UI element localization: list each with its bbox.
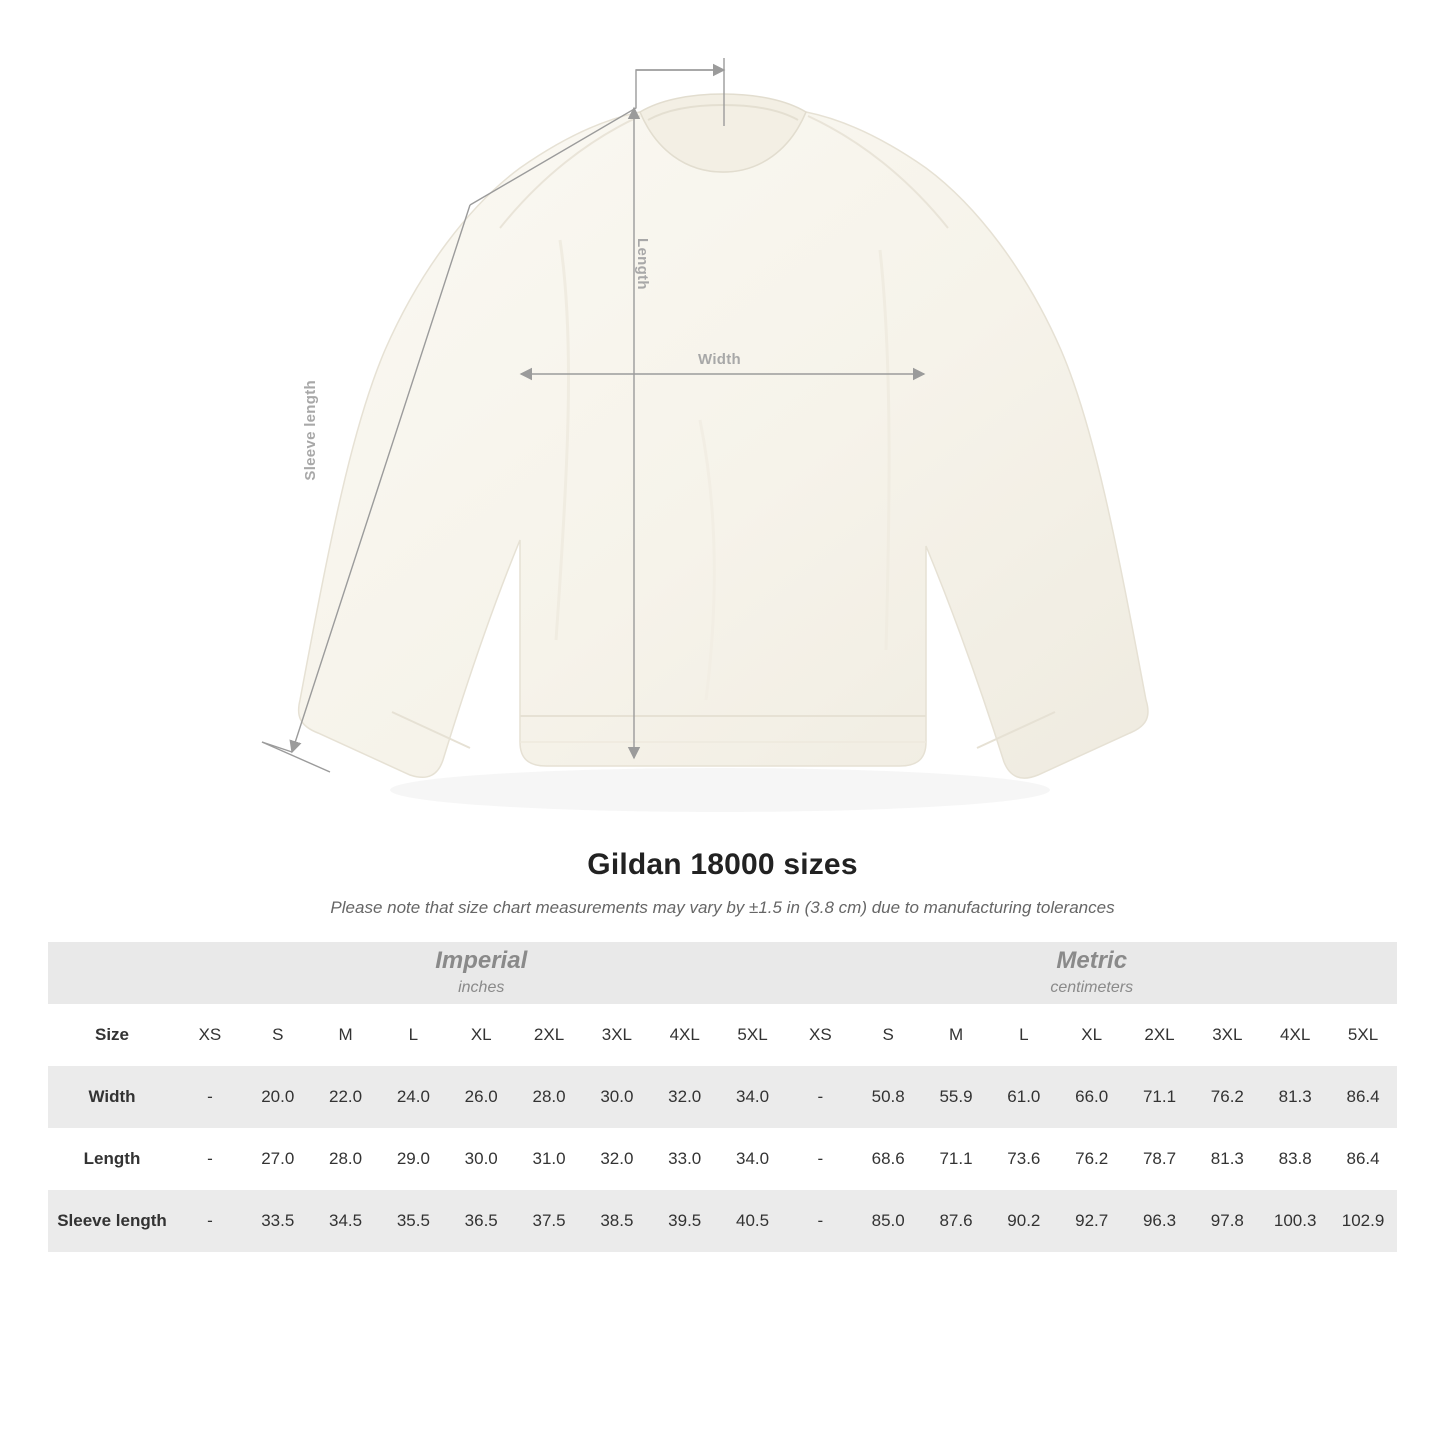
size-col-imperial-s: S — [244, 1004, 312, 1066]
metric-subtitle: centimeters — [1050, 979, 1134, 996]
width-label: Width — [698, 351, 742, 368]
cell-sleeve-imperial-l: 35.5 — [379, 1190, 447, 1252]
imperial-subtitle: inches — [458, 979, 505, 996]
cell-width-imperial-2xl: 28.0 — [515, 1066, 583, 1128]
title-block — [0, 848, 1445, 918]
length-label: Length — [634, 238, 651, 290]
cell-length-metric-m: 71.1 — [922, 1128, 990, 1190]
cell-width-metric-3xl: 76.2 — [1193, 1066, 1261, 1128]
cell-width-metric-m: 55.9 — [922, 1066, 990, 1128]
cell-sleeve-imperial-m: 34.5 — [312, 1190, 380, 1252]
units-header-row — [48, 942, 1397, 1004]
tolerance-note: Please note that size chart measurements may vary by ±1.5 in (3.8 cm) due to manufacturing tolerances — [330, 898, 1115, 917]
cell-width-imperial-l: 24.0 — [379, 1066, 447, 1128]
cell-width-metric-l: 61.0 — [990, 1066, 1058, 1128]
size-col-imperial-4xl: 4XL — [651, 1004, 719, 1066]
size-col-metric-l: L — [990, 1004, 1058, 1066]
cell-sleeve-imperial-3xl: 38.5 — [583, 1190, 651, 1252]
cell-length-metric-4xl: 83.8 — [1261, 1128, 1329, 1190]
cell-length-metric-xs: - — [786, 1128, 854, 1190]
cell-width-imperial-5xl: 34.0 — [719, 1066, 787, 1128]
cell-width-imperial-m: 22.0 — [312, 1066, 380, 1128]
cell-length-metric-5xl: 86.4 — [1329, 1128, 1397, 1190]
size-col-metric-xs: XS — [786, 1004, 854, 1066]
cell-sleeve-metric-3xl: 97.8 — [1193, 1190, 1261, 1252]
cell-sleeve-metric-l: 90.2 — [990, 1190, 1058, 1252]
size-col-metric-xl: XL — [1058, 1004, 1126, 1066]
cell-width-metric-4xl: 81.3 — [1261, 1066, 1329, 1128]
cell-length-imperial-s: 27.0 — [244, 1128, 312, 1190]
cell-width-imperial-3xl: 30.0 — [583, 1066, 651, 1128]
size-col-imperial-m: M — [312, 1004, 380, 1066]
metric-group-header — [786, 942, 1397, 1004]
cell-sleeve-metric-2xl: 96.3 — [1126, 1190, 1194, 1252]
row-label-width: Width — [48, 1066, 176, 1128]
imperial-title: Imperial — [435, 947, 528, 974]
size-col-metric-4xl: 4XL — [1261, 1004, 1329, 1066]
cell-width-imperial-xs: - — [176, 1066, 244, 1128]
cell-length-metric-s: 68.6 — [854, 1128, 922, 1190]
row-label-length: Length — [48, 1128, 176, 1190]
cell-length-metric-l: 73.6 — [990, 1128, 1058, 1190]
cell-length-imperial-l: 29.0 — [379, 1128, 447, 1190]
cell-length-imperial-5xl: 34.0 — [719, 1128, 787, 1190]
table-row-sleeve-length — [48, 1190, 1397, 1252]
cell-sleeve-imperial-xl: 36.5 — [447, 1190, 515, 1252]
size-col-metric-s: S — [854, 1004, 922, 1066]
cell-sleeve-metric-s: 85.0 — [854, 1190, 922, 1252]
cell-sleeve-metric-xl: 92.7 — [1058, 1190, 1126, 1252]
cell-length-metric-xl: 76.2 — [1058, 1128, 1126, 1190]
size-col-imperial-l: L — [379, 1004, 447, 1066]
metric-title: Metric — [1056, 947, 1128, 974]
size-col-metric-2xl: 2XL — [1126, 1004, 1194, 1066]
size-chart-table — [48, 942, 1397, 1252]
table-row-width — [48, 1066, 1397, 1128]
size-chart-table-wrapper — [48, 942, 1397, 1252]
size-header-label: Size — [48, 1004, 176, 1066]
size-col-imperial-2xl: 2XL — [515, 1004, 583, 1066]
cell-sleeve-imperial-5xl: 40.5 — [719, 1190, 787, 1252]
cell-sleeve-metric-m: 87.6 — [922, 1190, 990, 1252]
cell-sleeve-metric-xs: - — [786, 1190, 854, 1252]
page-title: Gildan 18000 sizes — [587, 848, 858, 881]
cell-width-metric-xl: 66.0 — [1058, 1066, 1126, 1128]
sleeve-length-label: Sleeve length — [302, 380, 319, 481]
cell-length-imperial-4xl: 33.0 — [651, 1128, 719, 1190]
cell-width-metric-s: 50.8 — [854, 1066, 922, 1128]
cell-length-metric-2xl: 78.7 — [1126, 1128, 1194, 1190]
cell-length-imperial-2xl: 31.0 — [515, 1128, 583, 1190]
cell-width-metric-2xl: 71.1 — [1126, 1066, 1194, 1128]
size-col-metric-m: M — [922, 1004, 990, 1066]
size-col-imperial-3xl: 3XL — [583, 1004, 651, 1066]
cell-sleeve-imperial-2xl: 37.5 — [515, 1190, 583, 1252]
cell-length-imperial-3xl: 32.0 — [583, 1128, 651, 1190]
size-col-imperial-xs: XS — [176, 1004, 244, 1066]
cell-length-metric-3xl: 81.3 — [1193, 1128, 1261, 1190]
cell-length-imperial-xs: - — [176, 1128, 244, 1190]
cell-sleeve-metric-4xl: 100.3 — [1261, 1190, 1329, 1252]
cell-length-imperial-xl: 30.0 — [447, 1128, 515, 1190]
size-col-metric-5xl: 5XL — [1329, 1004, 1397, 1066]
cell-width-imperial-4xl: 32.0 — [651, 1066, 719, 1128]
table-row-length — [48, 1128, 1397, 1190]
size-header-row — [48, 1004, 1397, 1066]
size-col-imperial-xl: XL — [447, 1004, 515, 1066]
size-col-metric-3xl: 3XL — [1193, 1004, 1261, 1066]
cell-sleeve-imperial-xs: - — [176, 1190, 244, 1252]
cell-length-imperial-m: 28.0 — [312, 1128, 380, 1190]
cell-sleeve-metric-5xl: 102.9 — [1329, 1190, 1397, 1252]
units-corner-cell — [48, 942, 176, 1004]
imperial-group-header — [176, 942, 786, 1004]
cell-width-imperial-s: 20.0 — [244, 1066, 312, 1128]
cell-sleeve-imperial-4xl: 39.5 — [651, 1190, 719, 1252]
cell-sleeve-imperial-s: 33.5 — [244, 1190, 312, 1252]
row-label-sleeve-length: Sleeve length — [48, 1190, 176, 1252]
size-col-imperial-5xl: 5XL — [719, 1004, 787, 1066]
cell-width-metric-5xl: 86.4 — [1329, 1066, 1397, 1128]
cell-width-metric-xs: - — [786, 1066, 854, 1128]
cell-width-imperial-xl: 26.0 — [447, 1066, 515, 1128]
